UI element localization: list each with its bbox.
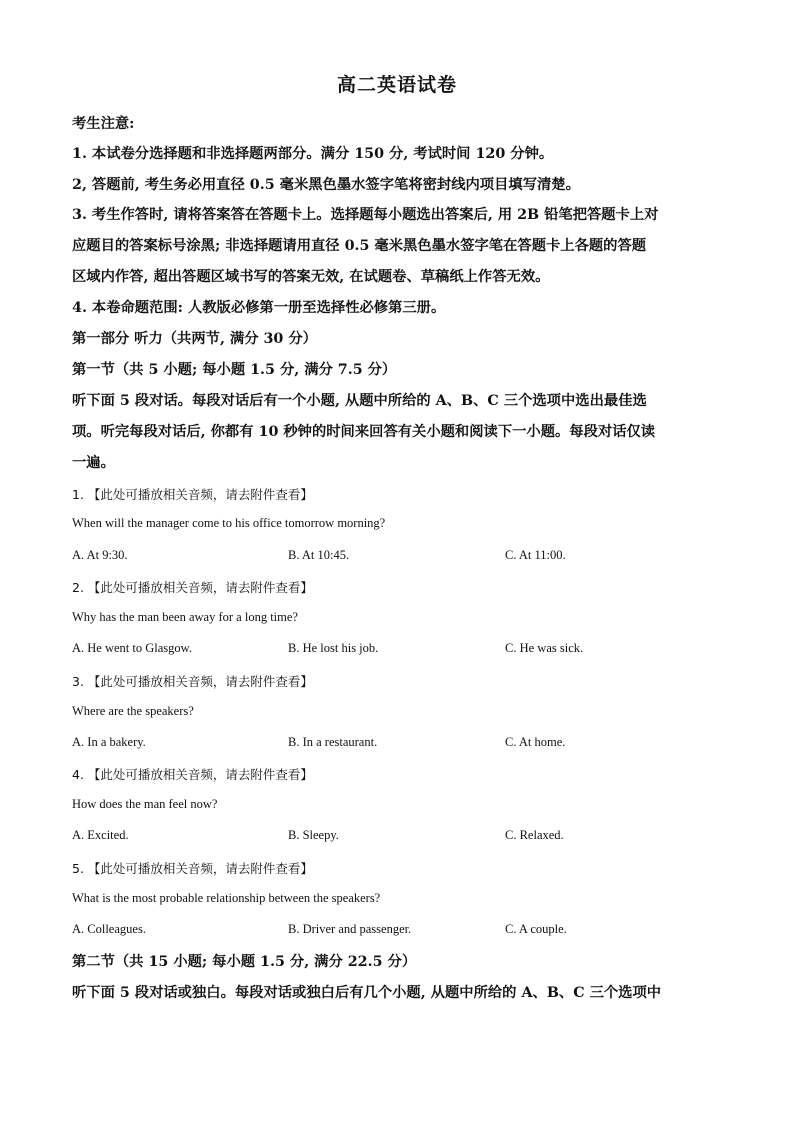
question-1-option-a: A. At 9:30.	[72, 548, 128, 562]
notice-item-3-line-3: 区域内作答, 超出答题区域书写的答案无效, 在试题卷、草稿纸上作答无效。	[72, 269, 550, 285]
question-4-option-c: C. Relaxed.	[505, 828, 564, 842]
section-1-instruction-line-3: 一遍。	[72, 455, 115, 471]
section-1-heading: 第一节（共 5 小题; 每小题 1.5 分, 满分 7.5 分）	[72, 362, 397, 378]
section-1-instruction-line-1: 听下面 5 段对话。每段对话后有一个小题, 从题中所给的 A、B、C 三个选项中选出最佳选	[72, 393, 647, 409]
notice-item-3-line-1: 3. 考生作答时, 请将答案答在答题卡上。选择题每小题选出答案后, 用 2B 铅笔把答题卡上对	[72, 207, 659, 223]
question-3-audio-note: 3. 【此处可播放相关音频，请去附件查看】	[72, 674, 313, 689]
question-5-option-a: A. Colleagues.	[72, 922, 146, 936]
question-1-option-c: C. At 11:00.	[505, 548, 566, 562]
section-1-instruction-line-2: 项。听完每段对话后, 你都有 10 秒钟的时间来回答有关小题和阅读下一小题。每段对话仅读	[72, 424, 656, 440]
question-3-option-b: B. In a restaurant.	[288, 735, 378, 749]
question-1-text: When will the manager come to his office tomorrow morning?	[72, 516, 386, 530]
question-5-option-b: B. Driver and passenger.	[288, 922, 412, 936]
question-4-text: How does the man feel now?	[72, 797, 218, 811]
notice-item-4: 4. 本卷命题范围: 人教版必修第一册至选择性必修第三册。	[72, 300, 446, 316]
part-1-heading: 第一部分 听力（共两节, 满分 30 分）	[72, 331, 317, 347]
question-5-option-c: C. A couple.	[505, 922, 567, 936]
question-4-option-a: A. Excited.	[72, 828, 129, 842]
notice-heading: 考生注意:	[72, 116, 135, 132]
question-2-audio-note: 2. 【此处可播放相关音频，请去附件查看】	[72, 580, 313, 595]
question-5-audio-note: 5. 【此处可播放相关音频，请去附件查看】	[72, 861, 313, 876]
question-1-audio-note: 1. 【此处可播放相关音频，请去附件查看】	[72, 487, 313, 502]
question-3-text: Where are the speakers?	[72, 704, 194, 718]
question-5-text: What is the most probable relationship between the speakers?	[72, 891, 381, 905]
question-1-option-b: B. At 10:45.	[288, 548, 350, 562]
section-2-instruction-line-1: 听下面 5 段对话或独白。每段对话或独白后有几个小题, 从题中所给的 A、B、C 三个选项中	[72, 985, 662, 1001]
question-2-option-c: C. He was sick.	[505, 641, 584, 655]
section-2-heading: 第二节（共 15 小题; 每小题 1.5 分, 满分 22.5 分）	[72, 954, 417, 970]
page-title: 高二英语试卷	[336, 74, 457, 96]
notice-item-1: 1. 本试卷分选择题和非选择题两部分。满分 150 分, 考试时间 120 分钟。	[72, 146, 554, 162]
question-2-option-a: A. He went to Glasgow.	[72, 641, 193, 655]
question-3-option-c: C. At home.	[505, 735, 566, 749]
question-4-option-b: B. Sleepy.	[288, 828, 339, 842]
question-4-audio-note: 4. 【此处可播放相关音频，请去附件查看】	[72, 767, 313, 782]
notice-item-3-line-2: 应题目的答案标号涂黑; 非选择题请用直径 0.5 毫米黑色墨水签字笔在答题卡上各题的答题	[72, 238, 647, 254]
question-3-option-a: A. In a bakery.	[72, 735, 146, 749]
question-2-option-b: B. He lost his job.	[288, 641, 379, 655]
notice-item-2: 2, 答题前, 考生务必用直径 0.5 毫米黑色墨水签字笔将密封线内项目填写清楚。	[72, 177, 580, 193]
question-2-text: Why has the man been away for a long time?	[72, 610, 298, 624]
